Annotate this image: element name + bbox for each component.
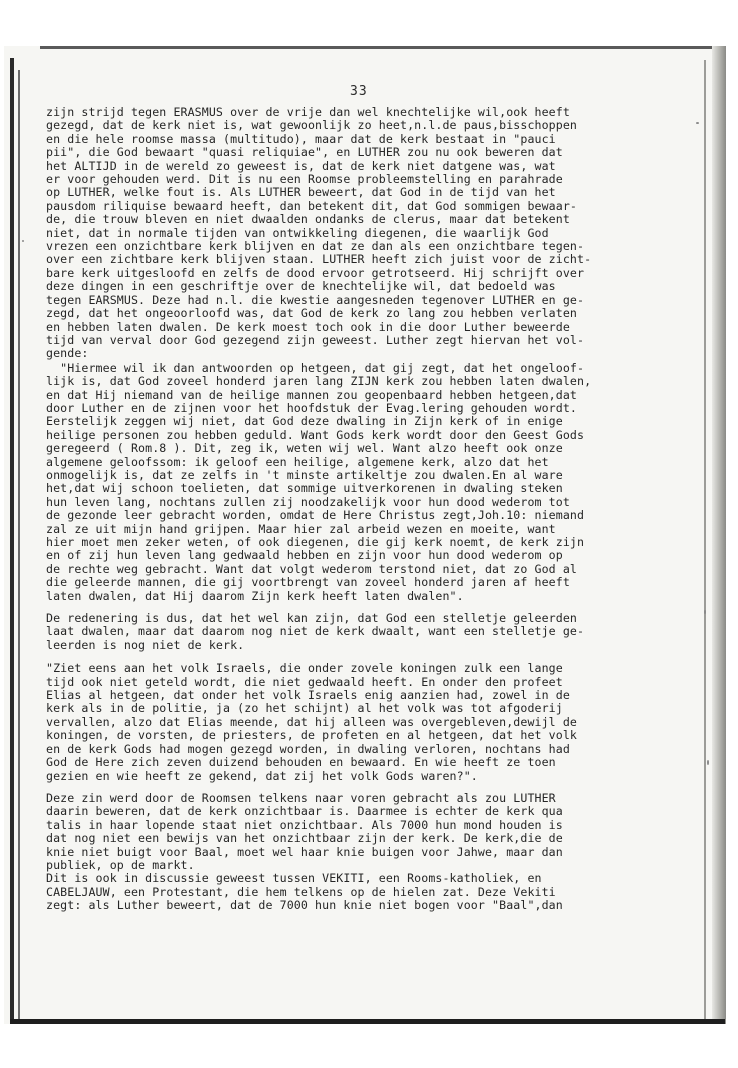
text-line: het ALTIJD in de wereld zo geweest is, dat de kerk niet datgene was, wat	[46, 158, 556, 173]
text-line: er voor gehouden werd. Dit is nu een Roomse probleemstelling en parahrade	[46, 172, 563, 187]
text-line: "Ziet eens aan het volk Israels, die onder zovele koningen zulk een lange	[46, 661, 563, 676]
text-line: zegd, dat het ongeoorloofd was, dat God de kerk zo lang zou hebben verlaten	[46, 306, 578, 321]
text-line: bare kerk uitgesloofd en zelfs de dood ervoor getrotseerd. Hij schrijft over	[46, 265, 585, 280]
text-line: algemene geloofssom: ik geloof een heilige, algemene kerk, alzo dat het	[46, 454, 549, 469]
text-line: Deze zin werd door de Roomsen telkens naar voren gebracht als zou LUTHER	[46, 790, 556, 805]
text-line: en de kerk Gods had mogen gezegd worden, in dwaling verloren, nochtans had	[46, 741, 570, 756]
quotation-paragraph	[46, 362, 700, 603]
text-line: tegen EARSMUS. Deze had n.l. die kwestie aangesneden tegenover LUTHER en ge-	[46, 292, 585, 307]
text-line: zegt: als Luther beweert, dat de 7000 hun knie niet bogen voor "Baal",dan	[46, 898, 563, 913]
text-line: onmogelijk is, dat ze zelfs in 't minste artikeltje zou dwalen.En al ware	[46, 467, 563, 482]
text-line: Eerstelijk zeggen wij niet, dat God deze dwaling in Zijn kerk of in enige	[46, 414, 563, 429]
text-line: laat dwalen, maar dat daarom nog niet de kerk dwaalt, want een stelletje ge-	[46, 624, 585, 639]
text-line: CABELJAUW, een Protestant, die hem telkens op de hielen zat. Deze Vekiti	[46, 884, 556, 899]
text-line: kerk als in de politie, ja (zo het schijnt) al het volk was tot afgoderij	[46, 701, 563, 716]
paragraph	[46, 792, 700, 872]
page-right-line	[704, 60, 706, 1020]
text-line: publiek, op de markt.	[46, 857, 195, 872]
scan-speck	[707, 760, 709, 765]
page-number: 33	[350, 84, 368, 99]
binding-edge-inner	[18, 70, 20, 1020]
text-line: en dat Hij niemand van de heilige mannen zou geopenbaard hebben hetgeen,dat	[46, 387, 578, 402]
text-line: die geleerde mannen, die gij voortbrengt van zoveel honderd jaren af heeft	[46, 575, 570, 590]
text-line: pii", die God bewaart "quasi reliquiae", en LUTHER zou nu ook beweren dat	[46, 145, 563, 160]
text-line: daarin beweren, dat de kerk onzichtbaar is. Daarmee is echter de kerk qua	[46, 804, 563, 819]
scan-speck	[22, 240, 24, 242]
text-line: en die hele roomse massa (multitudo), maar dat de kerk bestaat in "pauci	[46, 131, 556, 146]
text-line: vervallen, alzo dat Elias meende, dat hij alleen was overgebleven,dewijl de	[46, 714, 578, 729]
text-line: lijk is, dat God zoveel honderd jaren lang ZIJN kerk zou hebben laten dwalen,	[46, 374, 592, 389]
page-right-edge	[712, 46, 726, 1024]
text-line: heilige personen zou hebben geduld. Want Gods kerk wordt door den Geest Gods	[46, 427, 585, 442]
text-line: tijd ook niet geteld wordt, die niet gedwaald heeft. En onder den profeet	[46, 674, 563, 689]
paragraph	[46, 106, 700, 361]
text-line: hun leven lang, nochtans zullen zij noodzakelijk voor hun dood wederom tot	[46, 494, 570, 509]
text-line: geregeerd ( Rom.8 ). Dit, zeg ik, weten wij wel. Want alzo heeft ook onze	[46, 441, 563, 456]
text-line: niet, dat in normale tijden van ontwikkeling diegenen, die waarlijk God	[46, 225, 549, 240]
text-line: talis in haar lopende staat niet onzichtbaar. Als 7000 hun mond houden is	[46, 817, 563, 832]
text-line: Elias al hetgeen, dat onder het volk Israels enig aanzien had, zowel in de	[46, 688, 570, 703]
text-line: en hebben laten dwalen. De kerk moest toch ook in die door Luther beweerde	[46, 319, 570, 334]
text-line: Dit is ook in discussie geweest tussen VEKITI, een Rooms-katholiek, en	[46, 871, 542, 886]
text-line: gezien en wie heeft ze gekend, dat zij het volk Gods waren?".	[46, 768, 478, 783]
text-line: de, die trouw bleven en niet dwaalden ondanks de clerus, maar dat betekent	[46, 212, 570, 227]
text-line: over een zichtbare kerk blijven staan. LUTHER heeft zich juist voor de zicht-	[46, 252, 592, 267]
text-line: leerden is nog niet de kerk.	[46, 637, 245, 652]
text-line: het,dat wij schoon toelieten, dat sommige uitverkorenen in dwaling steken	[46, 481, 563, 496]
text-line: deze dingen in een geschriftje over de knechtelijke wil, dat bedoeld was	[46, 279, 556, 294]
text-line: God de Here zich zeven duizend behouden en bewaard. En wie heeft ze toen	[46, 755, 556, 770]
text-line: gezegd, dat de kerk niet is, wat gewoonlijk zo heet,n.l.de paus,bisschoppen	[46, 118, 578, 133]
text-line: De redenering is dus, dat het wel kan zijn, dat God een stelletje geleerden	[46, 611, 578, 626]
paragraph	[46, 612, 700, 652]
text-line: tijd van verval door God gezegend zijn geweest. Luther zegt hiervan het vol-	[46, 332, 585, 347]
quotation-paragraph	[46, 662, 700, 783]
text-line: door Luther en de zijnen voor het hoofdstuk der Evag.lering gehouden wordt.	[46, 400, 578, 415]
page-top-edge	[40, 46, 726, 49]
text-line: knie niet buigt voor Baal, moet wel haar knie buigen voor Jahwe, maar dan	[46, 844, 563, 859]
text-line: op LUTHER, welke fout is. Als LUTHER beweert, dat God in de tijd van het	[46, 185, 556, 200]
text-line: dat nog niet een bewijs van het onzichtbaar zijn der kerk. De kerk,die de	[46, 831, 563, 846]
text-line: en of zij hun leven lang gedwaald hebben en zijn voor hun dood wederom op	[46, 548, 563, 563]
text-line: zijn strijd tegen ERASMUS over de vrije dan wel knechtelijke wil,ook heeft	[46, 105, 570, 119]
text-line: gende:	[46, 346, 89, 361]
text-line: hier moet men zeker weten, of ook diegenen, die gij kerk noemt, de kerk zijn	[46, 535, 585, 549]
page-bottom-edge	[10, 1019, 725, 1024]
text-line: "Hiermee wil ik dan antwoorden op hetgeen, dat gij zegt, dat het ongeloof-	[46, 360, 585, 375]
text-line: vrezen een onzichtbare kerk blijven en dat ze dan als een onzichtbare tegen-	[46, 239, 585, 254]
text-line: zal ze uit mijn hand grijpen. Maar hier zal arbeid wezen en moeite, want	[46, 521, 556, 536]
text-line: laten dwalen, dat Hij daarom Zijn kerk heeft laten dwalen".	[46, 588, 464, 603]
document-body	[46, 106, 700, 913]
paragraph	[46, 872, 700, 912]
scan-speck	[704, 610, 706, 614]
text-line: de gezonde leer gebracht worden, omdat de Here Christus zegt,Joh.10: niemand	[46, 508, 585, 523]
text-line: de rechte weg gebracht. Want dat volgt wederom terstond niet, dat zo God al	[46, 561, 578, 576]
binding-edge-left	[10, 58, 14, 1023]
text-line: pausdom riliquise bewaard heeft, dan betekent dit, dat God sommigen bewaar-	[46, 198, 578, 213]
text-line: koningen, de vorsten, de priesters, de profeten en al hetgeen, dat het volk	[46, 728, 578, 743]
